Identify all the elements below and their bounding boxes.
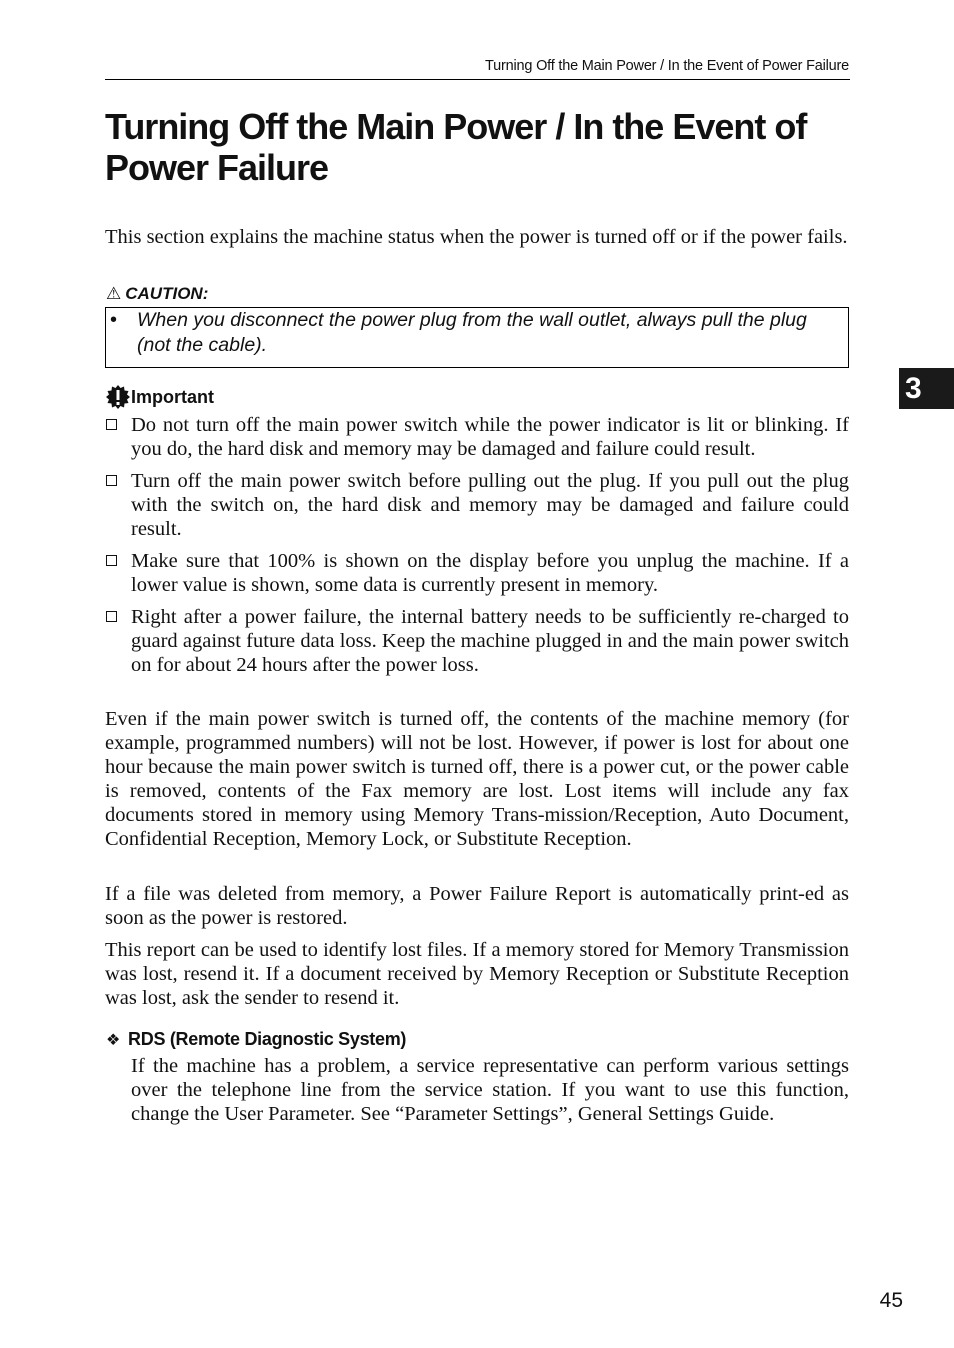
important-item-text: Do not turn off the main power switch while the power indicator is lit or blinking. If you do, the hard disk and memory may be damaged and failure could result. [131,414,849,460]
page-title-line-2: Power Failure [105,147,329,188]
body-paragraph-memory: Even if the main power switch is turned off, the contents of the machine memory (for example, programmed numbers) will not be lost. However, if power is lost for about one hour because the main power switch is turned off, there is a power cut, or the power cable is removed, contents of the Fax memory are lost. Lost items will include any fax documents stored in memory using Memory Trans-mission/Reception, Auto Document, Confidential Reception, Memory Lock, or Substitute Reception. [105,708,849,850]
page-title [105,106,865,188]
important-list [105,413,849,685]
caution-label: CAUTION: [125,284,209,303]
diamond-bullet-icon: ❖ [106,1032,121,1049]
caution-text: When you disconnect the power plug from the wall outlet, always pull the plug (not the cable). [137,309,807,356]
body-paragraph-lost-files: This report can be used to identify lost files. If a memory stored for Memory Transmission was lost, resend it. If a document received by Memory Reception or Substitute Reception was lost, ask the sender to resend it. [105,939,849,1009]
body-paragraph-report: If a file was deleted from memory, a Power Failure Report is automatically print-ed as soon as the power is restored. [105,883,849,929]
important-item-text: Turn off the main power switch before pulling out the plug. If you pull out the plug with the switch on, the hard disk and memory may be damaged and failure could result. [131,470,849,540]
rds-heading [106,1029,406,1050]
important-item [105,469,849,541]
important-item-text: Right after a power failure, the internal battery needs to be sufficiently re-charged to guard against future data loss. Keep the machine plugged in and the main power switch on for about 24 hours after the power loss. [131,606,849,676]
important-item [105,413,849,461]
important-item-text: Make sure that 100% is shown on the display before you unplug the machine. If a lower value is shown, some data is currently present in memory. [131,550,849,596]
checkbox-icon [106,611,117,622]
chapter-tab: 3 [899,368,954,409]
checkbox-icon [106,419,117,430]
important-badge-icon [106,384,130,410]
header-rule [105,79,850,80]
page-number: 45 [879,1289,903,1312]
checkbox-icon [106,555,117,566]
page-title-line-1: Turning Off the Main Power / In the Event of [105,106,807,147]
intro-paragraph: This section explains the machine status when the power is turned off or if the power fails. [105,226,848,248]
caution-heading [106,284,208,304]
running-head: Turning Off the Main Power / In the Event of Power Failure [485,58,849,74]
important-label: Important [131,386,214,407]
important-heading [106,384,214,410]
warning-triangle-icon: ⚠ [106,284,122,303]
rds-label: RDS (Remote Diagnostic System) [128,1029,407,1049]
rds-paragraph: If the machine has a problem, a service representative can perform various settings over the telephone line from the service station. If you want to use this function, change the User Parameter. See “Parameter Settings”, General Settings Guide. [131,1055,849,1125]
important-item [105,605,849,677]
important-item [105,549,849,597]
checkbox-icon [106,475,117,486]
caution-bullet: • [110,309,118,331]
